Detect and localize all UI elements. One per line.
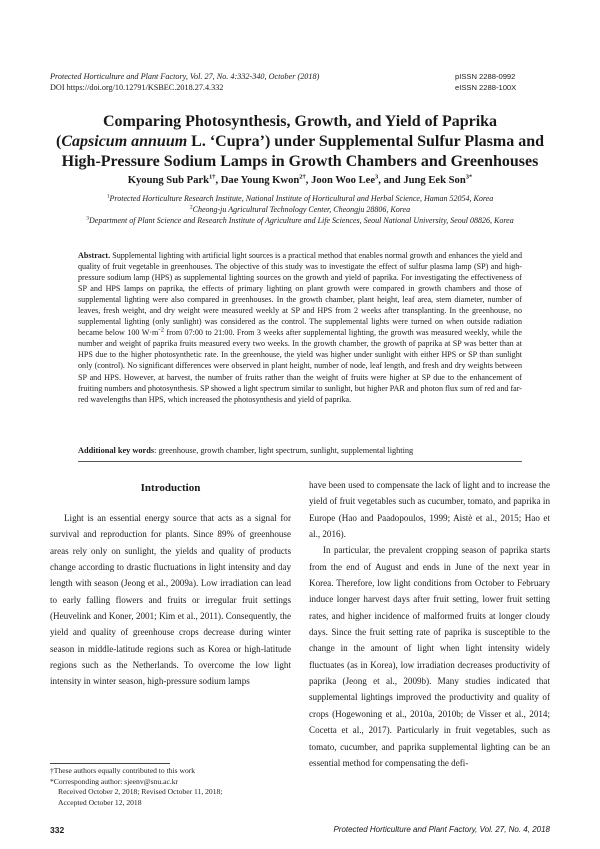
- abstract-text-2: from 07:00 to 21:00. From 3 weeks after supplemental lighting, the growth was measured weekly, while the number and weight of paprika fruits measured every two weeks. In the growth chamber, the growth of paprika at SP was better than at HPS due to the higher photosynthetic rate. In the greenhouse, the yield was higher under sunlight with either HPS or SP than sunlight only (control). No significant differences were observed in plant height, number of node, leaf length, and fresh and dry weights between SP and HPS. However, at harvest, the number of fruits rather than the weight of fruits were higher at SP due to the enhancement of fruiting numbers and photosynthesis. SP showed a light spectrum similar to sunlight, but higher PAR and photon flux sum of red and far-red wavelengths than HPS, which increased the photosynthesis and yield of paprika.: [78, 328, 522, 404]
- title-line-2: [40, 132, 560, 152]
- footnote-equal-contribution: †These authors equally contributed to this work: [50, 766, 196, 775]
- abstract-text-1: Supplemental lighting with artificial light sources is a practical method that enables normal growth and enhances the yield and quality of fruit vegetable in greenhouses. The objective of this study was to investigate the effect of sulfur plasma lamp (SP) and high-pressure sodium lamp (HPS) as supplemental lighting sources on the growth and yield of paprika. For investigating the effectiveness of SP and HPS lamps on paprika, the effects of primary lighting on plant growth were compared in growth chambers and those of supplemental lighting were also compared in greenhouses. In the growth chamber, plant height, leaf area, stem diameter, number of leaves, fresh weight, and dry weight were measured weekly at SP and HPS from 2 weeks after transplanting. In the greenhouse, no supplemental lighting (only sunlight) was considered as the control. The supplemental lights were turned on when outside radiation became below 100 W·m: [78, 251, 522, 338]
- keywords-label: Additional key words: [78, 446, 155, 455]
- affiliation-1-sup: 1: [106, 193, 110, 200]
- keywords: [78, 446, 522, 455]
- affiliation-3: [40, 215, 560, 226]
- author-list: [40, 175, 560, 186]
- author-4-sup: 3*: [465, 173, 473, 181]
- footnote-corresponding: *Corresponding author: sjeenv@snu.ac.kr: [50, 776, 179, 786]
- author-4: , and Jung Eek Son: [378, 175, 466, 186]
- issn-block: [455, 71, 555, 93]
- author-1-sup: 1†: [208, 173, 216, 181]
- author-3-sup: 3: [375, 173, 379, 181]
- journal-citation: Protected Horticulture and Plant Factory, Vol. 27, No. 4:332-340, October (2018): [50, 72, 320, 81]
- author-2: , Dae Young Kwon: [215, 175, 300, 186]
- author-1: Kyoung Sub Park: [127, 175, 209, 186]
- affiliation-3-sup: 3: [86, 215, 90, 222]
- affiliation-1: [40, 193, 560, 204]
- intro-right-paragraph-1: have been used to compensate the lack of light and to increase the yield of fruit vegetables such as cucumber, tomato, and paprika in Europe (Hao and Paadopoulos, 1999; Aistè et al., 2015; Hao et al., 2016).: [309, 480, 550, 540]
- footer-journal: Protected Horticulture and Plant Factory, Vol. 27, No. 4, 2018: [333, 825, 550, 834]
- abstract-label: Abstract.: [78, 251, 111, 260]
- abstract-unit-sup: -2: [158, 326, 164, 334]
- doi-line: DOI https://doi.org/10.12791/KSBEC.2018.27.4.332: [50, 83, 224, 92]
- journal-header: [50, 71, 430, 93]
- footnote-accepted: Accepted October 12, 2018: [58, 797, 142, 807]
- affiliations: [40, 193, 560, 226]
- affiliation-2-text: Cheong-ju Agricultural Technology Center, Cheongju 28806, Korea: [192, 205, 411, 214]
- affiliation-2: [40, 204, 560, 215]
- intro-right-paragraph-2: In particular, the prevalent cropping season of paprika starts from the end of August and ends in June of the next year in Korea. Therefore, low light conditions from October to February induce longer harvest days after fruit setting, lower fruit setting rates, and higher incidence of malformed fruits at longer cloudy days. Since the fruit setting rate of paprika is susceptible to the change in the amount of light when light intensity widely fluctuates (as in Korea), low irradiation decreases productivity of paprika (Jeong et al., 2009b). Many studies indicated that supplemental lightings improved the productivity and quality of crops (Hogewoning et al., 2010a, 2010b; de Visser et al., 2014; Cocetta et al., 2017). Particularly in fruit vegetables, such as tomato, cucumber, and paprika supplemental lighting can be an essential method for compensating the defi-: [309, 545, 550, 768]
- keywords-text: : greenhouse, growth chamber, light spectrum, sunlight, supplemental lighting: [154, 446, 414, 455]
- eissn: eISSN 2288-100X: [455, 83, 517, 92]
- footnote-divider: [50, 763, 170, 764]
- title-line-2-rest: L. ‘Cupra’) under Supplemental Sulfur Plasma and: [187, 133, 544, 150]
- footnote-received: Received October 2, 2018; Revised October 11, 2018;: [58, 787, 223, 797]
- paper-title: [40, 112, 560, 172]
- title-line-1: Comparing Photosynthesis, Growth, and Yield of Paprika: [102, 113, 498, 130]
- page-number: 332: [50, 825, 65, 835]
- keywords-divider: [78, 461, 522, 462]
- author-3: , Joon Woo Lee: [305, 175, 376, 186]
- abstract: [78, 250, 522, 405]
- intro-left-column: Light is an essential energy source that acts as a signal for survival and reproduction for plants. Since 89% of greenhouse areas rely only on sunlight, the yields and quality of products change according to drastic fluctuations in light intensity and day length with season (Jeong et al., 2009a). Low irradiation can lead to early falling flowers and fruits or irregular fruit settings (Heuvelink and Koner, 2001; Kim et al., 2011). Consequently, the yield and quality of greenhouse crops decrease during winter season in middle-latitude regions such as Korea or high-latitude regions such as the Netherlands. To overcome the low light intensity in winter season, high-pressure sodium lamps: [50, 513, 291, 687]
- introduction-heading: Introduction: [140, 482, 201, 494]
- author-2-sup: 2†: [299, 173, 306, 181]
- species-name: Capsicum annuum: [61, 133, 188, 150]
- affiliation-1-text: Protected Horticulture Research Institute, National Institute of Horticultural and Herbal Science, Haman 52054, Korea: [109, 194, 494, 203]
- title-line-3: High-Pressure Sodium Lamps in Growth Chambers and Greenhouses: [61, 153, 539, 170]
- title-paren: (: [56, 133, 62, 150]
- affiliation-3-text: Department of Plant Science and Research Institute of Agriculture and Life Sciences, Seoul National University, Seoul 08826, Korea: [89, 216, 514, 225]
- affiliation-2-sup: 2: [189, 204, 193, 211]
- footnotes: [50, 766, 291, 808]
- pissn: pISSN 2288-0992: [455, 72, 516, 81]
- intro-right-column: [309, 477, 550, 771]
